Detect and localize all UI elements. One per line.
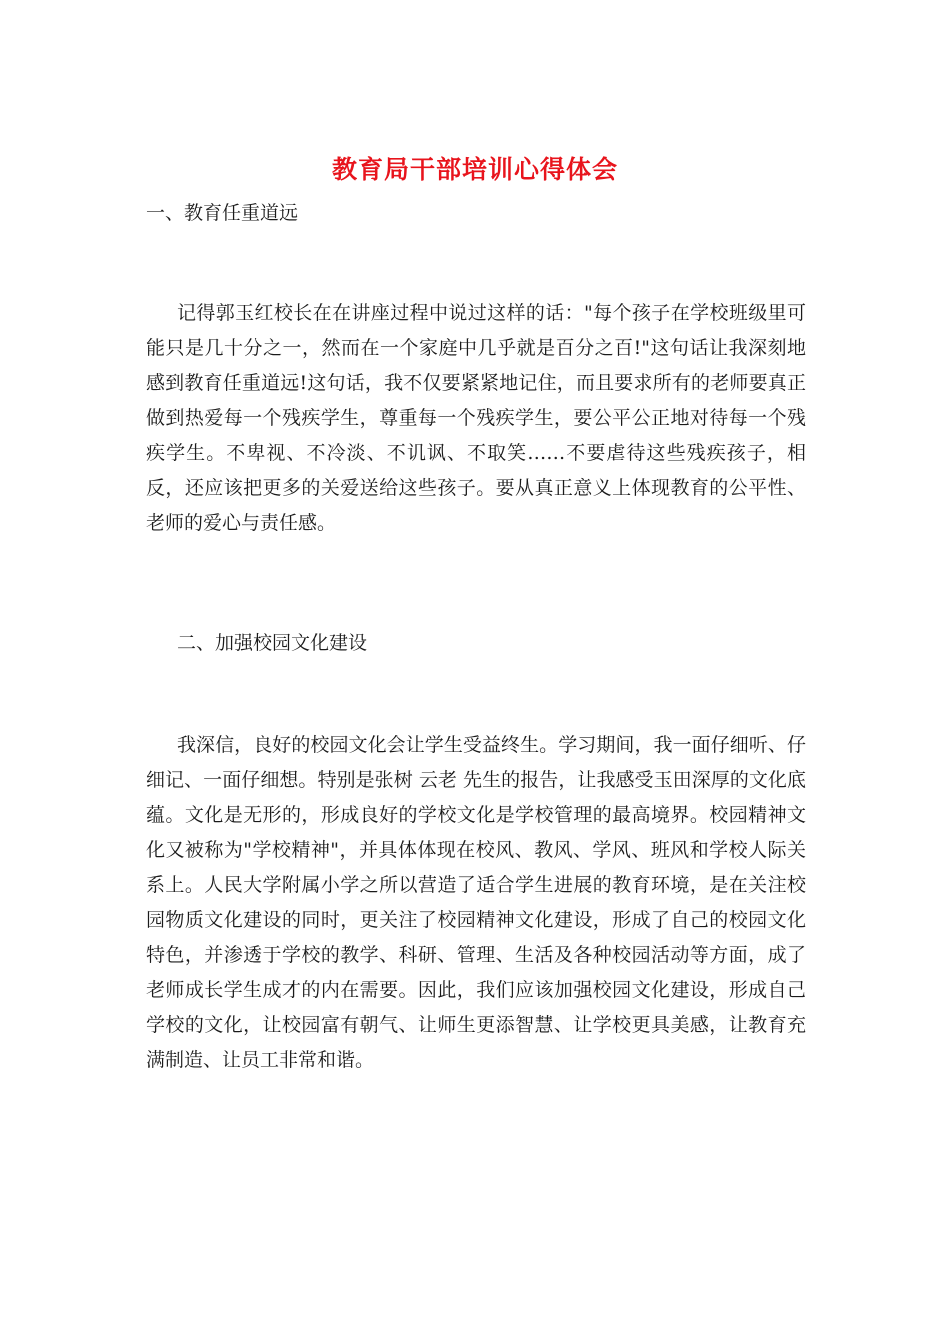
- section-paragraph-1: 记得郭玉红校长在在讲座过程中说过这样的话："每个孩子在学校班级里可能只是几十分之一，然而在一个家庭中几乎就是百分之百!"这句话让我深刻地感到教育任重道远!这句话，我不仅要紧紧地记住，而且要求所有的老师要真正做到热爱每一个残疾学生，尊重每一个残疾学生，要公平公正地对待每一个残疾学生。不卑视、不冷淡、不讥讽、不取笑……不要虐待这些残疾孩子，相反，还应该把更多的关爱送给这些孩子。要从真正意义上体现教育的公平性、老师的爱心与责任感。: [146, 302, 806, 534]
- section-paragraph-2: 我深信，良好的校园文化会让学生受益终生。学习期间，我一面仔细听、仔细记、一面仔细想。特别是张树 云老 先生的报告，让我感受玉田深厚的文化底蕴。文化是无形的，形成良好的学校文化是学校管理的最高境界。校园精神文化又被称为"学校精神"，并具体体现在校风、教风、学风、班风和学校人际关系上。人民大学附属小学之所以营造了适合学生进展的教育环境，是在关注校园物质文化建设的同时，更关注了校园精神文化建设，形成了自己的校园文化特色，并渗透于学校的教学、科研、管理、生活及各种校园活动等方面，成了老师成长学生成才的内在需要。因此，我们应该加强校园文化建设，形成自己学校的文化，让校园富有朝气、让师生更添智慧、让学校更具美感，让教育充满制造、让员工非常和谐。: [146, 734, 806, 1071]
- section-heading-2: 二、加强校园文化建设: [177, 632, 368, 654]
- document-title: 教育局干部培训心得体会: [331, 155, 618, 184]
- section-heading-1: 一、教育任重道远: [146, 202, 299, 224]
